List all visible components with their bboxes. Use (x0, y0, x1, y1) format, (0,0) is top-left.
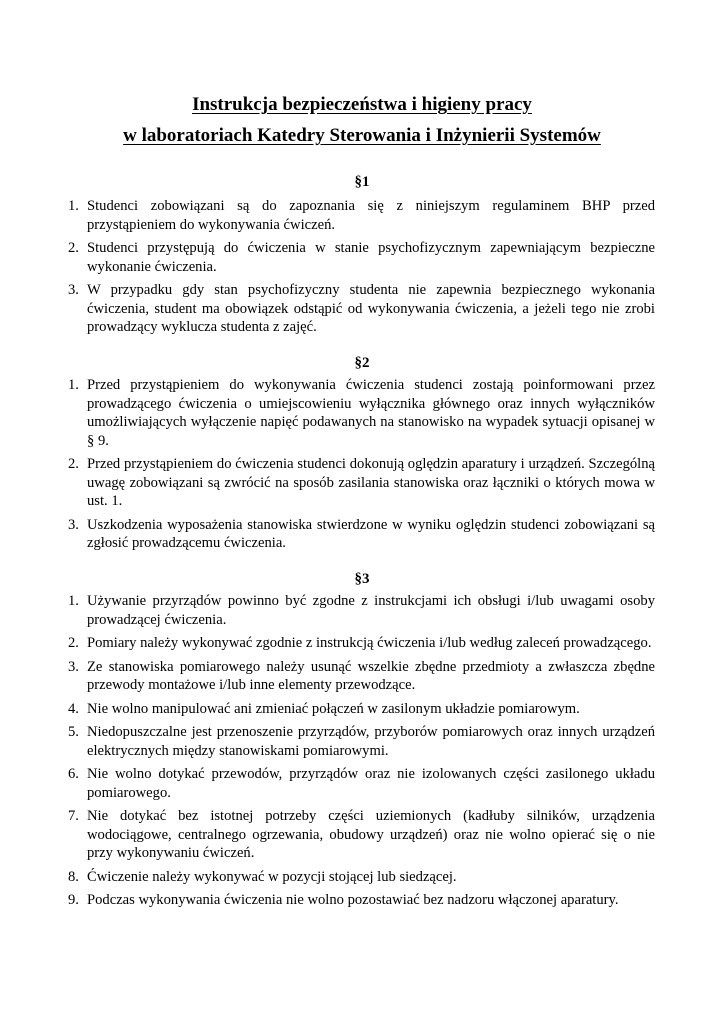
list-item (0, 723, 724, 760)
item-number: 2. (68, 240, 79, 256)
list-item (0, 239, 724, 276)
item-text: Nie wolno manipulować ani zmieniać połączeń w zasilonym układzie pomiarowym. (87, 700, 580, 717)
item-number: 1. (68, 377, 79, 393)
item-text: Przed przystąpieniem do wykonywania ćwiczenia studenci zostają poinformowani przez prowadzącego ćwiczenia o umiejscowieniu wyłącznika głównego oraz innych wyłączników umożliwiających wyłączenie napięć podawanych na stanowisko na wypadek sytuacji opisanej w § 9. (87, 377, 655, 449)
list-item (0, 281, 724, 337)
list-item (0, 455, 724, 511)
list-item (0, 376, 724, 450)
list-item (0, 592, 724, 629)
item-number: 8. (68, 868, 79, 885)
item-number: 6. (68, 766, 79, 782)
item-text: Podczas wykonywania ćwiczenia nie wolno pozostawiać bez nadzoru włączonej aparatury. (87, 892, 619, 908)
list-item (0, 197, 724, 234)
item-number: 1. (68, 198, 79, 214)
item-text: Nie wolno dotykać przewodów, przyrządów oraz nie izolowanych części zasilonego układu pomiarowego. (87, 766, 655, 801)
item-text: Używanie przyrządów powinno być zgodne z instrukcjami ich obsługi i/lub uwagami osoby prowadzącej ćwiczenia. (87, 593, 655, 628)
list-item (0, 765, 724, 802)
item-text: W przypadku gdy stan psychofizyczny studenta nie zapewnia bezpiecznego wykonania ćwiczenia, student ma obowiązek odstąpić od wykonywania ćwiczenia, a jeżeli tego nie zrobi prowadzący wyklucza studenta z zajęć. (87, 282, 655, 335)
item-number: 3. (68, 282, 79, 298)
list-item (0, 807, 724, 863)
item-number: 3. (68, 658, 79, 675)
item-text: Przed przystąpieniem do ćwiczenia studenci dokonują oględzin aparatury i urządzeń. Szczególną uwagę zobowiązani są zwrócić na sposób zasilania stanowiska oraz łączniki o których mowa w ust. 1. (87, 456, 655, 509)
list-item (0, 634, 724, 653)
item-text: Niedopuszczalne jest przenoszenie przyrządów, przyborów pomiarowych oraz innych urządzeń elektrycznych między stanowiskami pomiarowymi. (87, 724, 655, 759)
item-text: Studenci zobowiązani są do zapoznania się z niniejszym regulaminem BHP przed przystąpieniem do wykonywania ćwiczeń. (87, 198, 655, 233)
section-3-list (0, 592, 724, 915)
document-title-line-2: w laboratoriach Katedry Sterowania i Inżynierii Systemów (123, 125, 601, 146)
list-item (0, 700, 724, 719)
item-number: 7. (68, 808, 79, 824)
item-number: 1. (68, 593, 79, 609)
section-1-heading: §1 (354, 174, 370, 190)
list-item (0, 891, 724, 910)
item-text: Pomiary należy wykonywać zgodnie z instrukcją ćwiczenia i/lub według zaleceń prowadzącego. (87, 635, 652, 651)
section-2-list (0, 376, 724, 558)
list-item (0, 658, 724, 695)
item-text: Uszkodzenia wyposażenia stanowiska stwierdzone w wyniku oględzin studenci zobowiązani są zgłosić prowadzącemu ćwiczenia. (87, 516, 655, 551)
item-text: Nie dotykać bez istotnej potrzeby części uziemionych (kadłuby silników, urządzenia wodociągowe, centralnego ogrzewania, obudowy urządzeń) oraz nie wolno opierać się o nie przy wykonywaniu ćwiczeń. (87, 808, 655, 861)
list-item (0, 868, 724, 887)
item-number: 4. (68, 700, 79, 717)
item-number: 3. (68, 516, 79, 533)
item-text: Studenci przystępują do ćwiczenia w stanie psychofizycznym zapewniającym bezpieczne wykonanie ćwiczenia. (87, 240, 655, 275)
item-number: 5. (68, 724, 79, 740)
section-1-list (0, 197, 724, 342)
item-text: Ćwiczenie należy wykonywać w pozycji stojącej lub siedzącej. (87, 868, 457, 885)
section-2-heading: §2 (354, 355, 370, 371)
item-number: 2. (68, 635, 79, 651)
item-number: 9. (68, 892, 79, 908)
document-title-line-1: Instrukcja bezpieczeństwa i higieny pracy (192, 94, 532, 115)
item-number: 2. (68, 456, 79, 472)
list-item (0, 516, 724, 553)
item-text: Ze stanowiska pomiarowego należy usunąć wszelkie zbędne przedmioty a zwłaszcza zbędne przewody montażowe i/lub inne elementy przewodzące. (87, 658, 655, 693)
section-3-heading: §3 (354, 571, 370, 587)
